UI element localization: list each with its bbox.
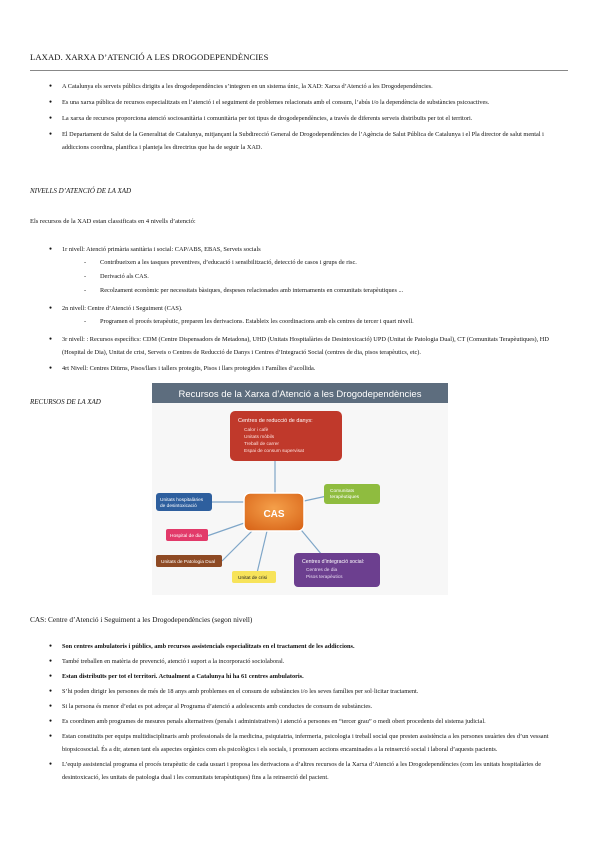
- list-item: ● Es una xarxa pública de recursos especialitzats en l’atenció i el seguiment de problemes relacionats amb el consum, l’abús i/o la dependència de substàncies psicoactives.: [30, 96, 570, 109]
- level-2: ● 2n nivell: Centre d’Atenció i Seguiment (CAS).: [30, 302, 570, 315]
- uhd-line-1: Unitats hospitalàries: [160, 498, 204, 503]
- level-4: ● 4rt Nivell: Centres Diürns, Pisos/llars i tallers protegits, Pisos i llars protegides i Famílies d’acollida.: [30, 362, 570, 375]
- list-item: ● Si la persona és menor d’edat es pot adreçar al Programa d’atenció a adolescents amb conductes de consum de substàncies.: [30, 700, 570, 713]
- diagram-title: Recursos de la Xarxa d’Atenció a les Drogodependències: [178, 389, 422, 400]
- levels-heading: NIVELLS D’ATENCIÓ DE LA XAD: [30, 187, 132, 195]
- list-item: ● També treballen en matèria de prevenció, atenció i suport a la incorporació sociolaboral.: [30, 655, 570, 668]
- ct-line-1: Comunitats: [330, 489, 355, 494]
- level-1: ● 1r nivell: Atenció primària sanitària i social: CAP/ABS, EBAS, Serveis socials: [30, 243, 570, 256]
- list-item: ● L’equip assistencial programa el procés terapèutic de cada usuari i proposa les derivacions a d’altres recursos de la Xarxa d’Atenció a les Drogodependències (com les unitats hospitalàries de desintoxicació, les unitats de patologia dual i les comunitats terapèutiques) fins a la reinserció del pacient.: [30, 758, 570, 784]
- list-item: ● A Catalunya els serveis públics dirigits a les drogodependències s’integren en un sistema únic, la XAD: Xarxa d’Atenció a les Drogodependències.: [30, 80, 570, 93]
- levels-block: [30, 243, 570, 375]
- level-3: ● 3r nivell: : Recursos específics: CDM (Centre Dispensadors de Metadona), UHD (Unitats Hospitalàries de Desintoxicació) UPD (Unitat de Patologia Dual), CT (Comunitats Terapèutiques), HD (Hospital de Dia), Unitat de crisi, Serveis o Centres de Reducció de Danys i Centres d’Integració Social (centres de dia, pisos terapèutics, etc).: [30, 333, 570, 359]
- level-1-sub: - Contribueixen a les tasques preventives, d’educació i sensibilització, detecció de casos i grups de risc.: [30, 256, 570, 270]
- list-item: ● Estan constituïts per equips multidisciplinaris amb professionals de la medicina, psiquiatria, infermeria, psicologia i treball social que presten assistència a les persones usuàries des d’un vessant biopsicosocial. És a dir, atenen tant els aspectes orgànics com els psicològics i els socials, i promouen accions encaminades a la reinserció social i laboral d’aquests pacients.: [30, 730, 570, 756]
- reduction-item: Unitats mòbils: [244, 435, 275, 440]
- intro-list: [30, 80, 570, 154]
- cis-item: Centres de dia: [306, 568, 338, 573]
- upd-label: Unitats de Patologia Dual: [161, 560, 216, 565]
- resources-diagram: [152, 383, 448, 595]
- title-rule: [30, 70, 568, 71]
- resources-heading: RECURSOS DE LA XAD: [30, 398, 101, 406]
- list-item: ● S’hi poden dirigir les persones de més de 18 anys amb problemes en el consum de substàncies i/o les seves famílies per sol·licitar tractament.: [30, 685, 570, 698]
- list-item: ● La xarxa de recursos proporciona atenció sociosanitària i comunitària per tot tipus de drogodependències, a través de diferents serveis distribuïts per tot el territori.: [30, 112, 570, 125]
- ct-line-2: terapèutiques: [330, 495, 360, 500]
- ct-box: [324, 484, 380, 504]
- cas-label: CAS: [263, 509, 285, 520]
- levels-intro: Els recursos de la XAD estan classificats en 4 nivells d’atenció:: [30, 218, 196, 225]
- hd-label: Hospital de dia: [170, 534, 202, 539]
- reduction-item: Espai de consum supervisat: [244, 449, 304, 454]
- reduction-item: Calor i cafè: [244, 428, 269, 433]
- list-item: ● Estan distribuïts per tot el territori. Actualment a Catalunya hi ha 61 centres ambulatoris.: [30, 670, 570, 683]
- cis-title: Centres d’integració social:: [302, 559, 365, 565]
- crisi-label: Unitat de crisi: [238, 576, 268, 581]
- uhd-line-2: de desintoxicació: [160, 504, 197, 509]
- cas-heading: CAS: Centre d’Atenció i Seguiment a les Drogodependències (segon nivell): [30, 615, 253, 624]
- list-item: ● El Departament de Salut de la Generalitat de Catalunya, mitjançant la Subdirecció General de Drogodependències de l’Agència de Salut Pública de Catalunya i el Pla director de salut mental i addiccions coordina, planifica i planteja les directrius que ha de seguir la XAD.: [30, 128, 570, 154]
- cas-list: [30, 640, 570, 784]
- list-item: ● Es coordinen amb programes de mesures penals alternatives (penals i administratives) i atenció a persones en “tercer grau” o medi obert procedents del sistema judicial.: [30, 715, 570, 728]
- reduction-item: Treball de carrer: [244, 442, 280, 447]
- level-2-sub: - Programen el procés terapèutic, preparen les derivacions. Estableix les coordinacions amb els centres de tercer i quart nivell.: [30, 315, 570, 329]
- cis-item: Pisos terapèutics: [306, 575, 343, 580]
- level-1-sub: - Recolzament econòmic per necessitats bàsiques, despeses relacionades amb internaments en comunitats terapèutiques ...: [30, 284, 570, 298]
- reduction-title: Centres de reducció de danys:: [238, 418, 313, 424]
- page-title: LAXAD. XARXA D’ATENCIÓ A LES DROGODEPENDÈNCIES: [30, 52, 269, 62]
- list-item: ● Son centres ambulatoris i públics, amb recursos assistencials especialitzats en el tractament de les addiccions.: [30, 640, 570, 653]
- level-1-sub: - Derivació als CAS.: [30, 270, 570, 284]
